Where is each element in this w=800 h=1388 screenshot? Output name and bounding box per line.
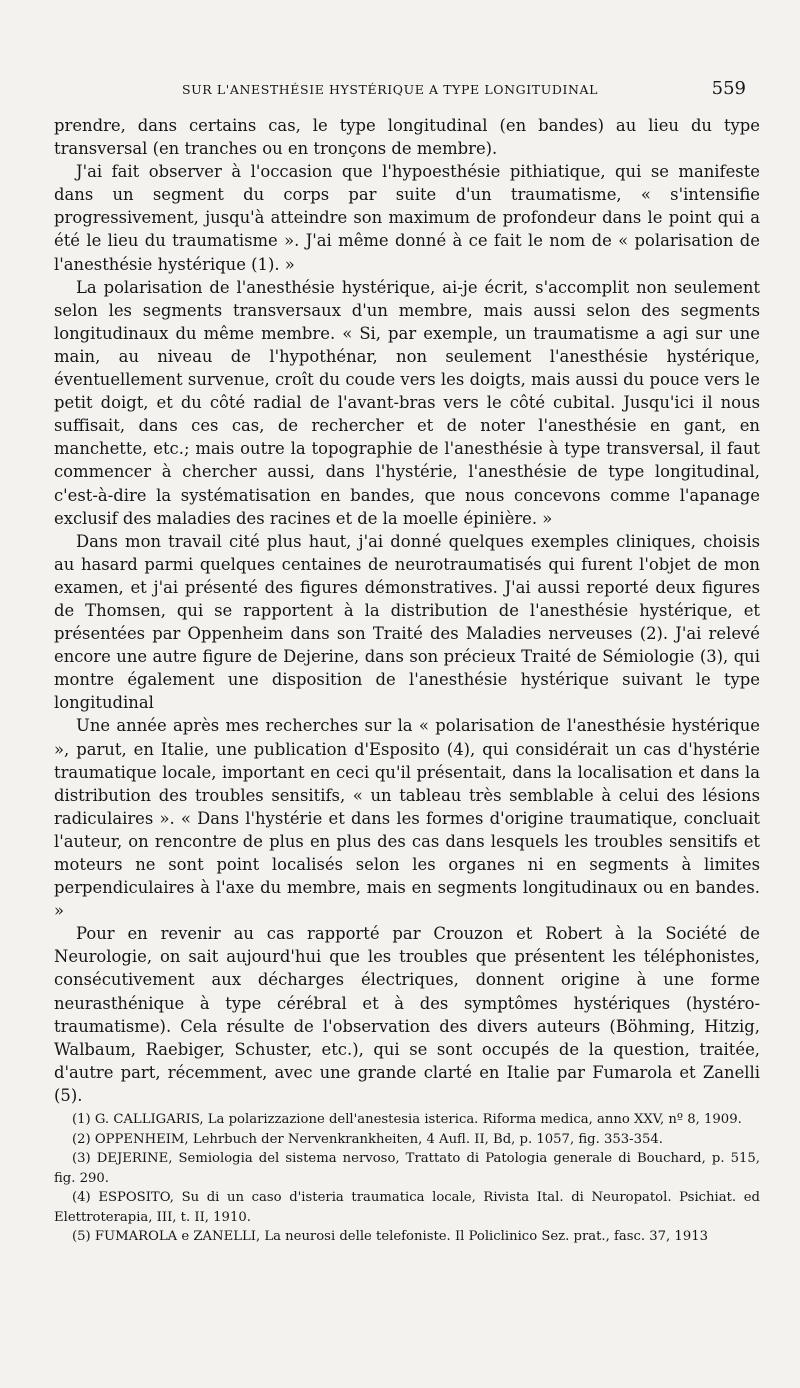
footnote: (2) OPPENHEIM, Lehrbuch der Nervenkrankheiten, 4 Aufl. II, Bd, p. 1057, fig. 353-354. bbox=[72, 1131, 663, 1147]
footnote: (5) FUMAROLA e ZANELLI, La neurosi delle telefoniste. Il Policlinico Sez. prat., fasc. 37, 1913 bbox=[72, 1229, 708, 1244]
paragraph: J'ai fait observer à l'occasion que l'hypoesthésie pithiatique, qui se manifeste dans un segment du corps par suite d'un traumatisme, « s'intensifie progressivement, jusqu'à atteindre son maximum de profondeur dans le point qui a été le lieu du traumatisme ». J'ai même donné à ce fait le nom de « polarisation de l'anesthésie hystérique (1). » bbox=[54, 162, 760, 274]
paragraph: La polarisation de l'anesthésie hystérique, ai-je écrit, s'accomplit non seulement selon les segments transversaux d'un membre, mais aussi selon des segments longitudinaux du même membre. « Si, par exemple, un traumatisme a agi sur une main, au niveau de l'hypothénar, non seulement l'anesthésie hystérique, éventuellement survenue, croît du coude vers les doigts, mais aussi du pouce vers le petit doigt, et du côté radial de l'avant-bras vers le côté cubital. Jusqu'ici il nous suffisait, dans ces cas, de rechercher et de noter l'anesthésie en gant, en manchette, etc.; mais outre la topographie de l'anesthésie à type transversal, il faut commencer à chercher aussi, dans l'hystérie, l'anesthésie de type longitudinal, c'est-à-dire la systématisation en bandes, que nous concevons comme l'apanage exclusif des maladies des racines et de la moelle épinière. » bbox=[54, 277, 760, 528]
paragraph: Pour en revenir au cas rapporté par Crouzon et Robert à la Société de Neurologie, on sait aujourd'hui que les troubles que présentent les téléphonistes, consécutivement aux décharges électriques, donnent origine à une forme neurasthénique à type cérébral et à des symptômes hystériques (hystéro-traumatisme). Cela résulte de l'observation des divers auteurs (Böhming, Hitzig, Walbaum, Raebiger, Schuster, etc.), qui se sont occupés de la question, traitée, d'autre part, récemment, avec une grande clarté en Italie par Fumarola et Zanelli (5). bbox=[54, 924, 760, 1105]
footnote: (1) G. CALLIGARIS, La polarizzazione dell'anestesia isterica. Riforma medica, anno XXV, nº 8, 1909. bbox=[72, 1112, 742, 1127]
paragraph: Dans mon travail cité plus haut, j'ai donné quelques exemples cliniques, choisis au hasard parmi quelques centaines de neurotraumatisés qui furent l'objet de mon examen, et j'ai présenté des figures démonstratives. J'ai aussi reporté deux figures de Thomsen, qui se rapportent à la distribution de l'anesthésie hystérique, et présentées par Oppenheim dans son Traité des Maladies nerveuses (2). J'ai relevé encore une autre figure de Dejerine, dans son précieux Traité de Sémiologie (3), qui montre également une disposition de l'anesthésie hystérique suivant le type longitudinal bbox=[54, 531, 760, 713]
footnote: (4) ESPOSITO, Su di un caso d'isteria traumatica locale, Rivista Ital. di Neuropatol. Psichiat. ed Elettroterapia, III, t. II, 1910. bbox=[54, 1190, 760, 1225]
page-number: 559 bbox=[711, 78, 746, 99]
body-text bbox=[54, 114, 760, 1107]
running-header bbox=[182, 78, 746, 99]
paragraph: Une année après mes recherches sur la « polarisation de l'anesthésie hystérique », parut, en Italie, une publication d'Esposito (4), qui considérait un cas d'hystérie traumatique locale, important en ceci qu'il présentait, dans la localisation et dans la distribution des troubles sensitifs, « un tableau très semblable à celui des lésions radiculaires ». « Dans l'hystérie et dans les formes d'origine traumatique, concluait l'auteur, on rencontre de plus en plus des cas dans lesquels les troubles sensitifs et moteurs ne sont point localisés selon les organes ni en segments à limites perpendiculaires à l'axe du membre, mais en segments longitudinaux ou en bandes. » bbox=[54, 716, 760, 921]
running-title: SUR L'ANESTHÉSIE HYSTÉRIQUE A TYPE LONGITUDINAL bbox=[182, 82, 599, 97]
footnote: (3) DEJERINE, Semiologia del sistema nervoso, Trattato di Patologia generale di Bouchard, p. 515, fig. 290. bbox=[54, 1151, 760, 1186]
paragraph: prendre, dans certains cas, le type longitudinal (en bandes) au lieu du type transversal (en tranches ou en tronçons de membre). bbox=[54, 116, 760, 159]
footnotes bbox=[54, 1110, 760, 1247]
